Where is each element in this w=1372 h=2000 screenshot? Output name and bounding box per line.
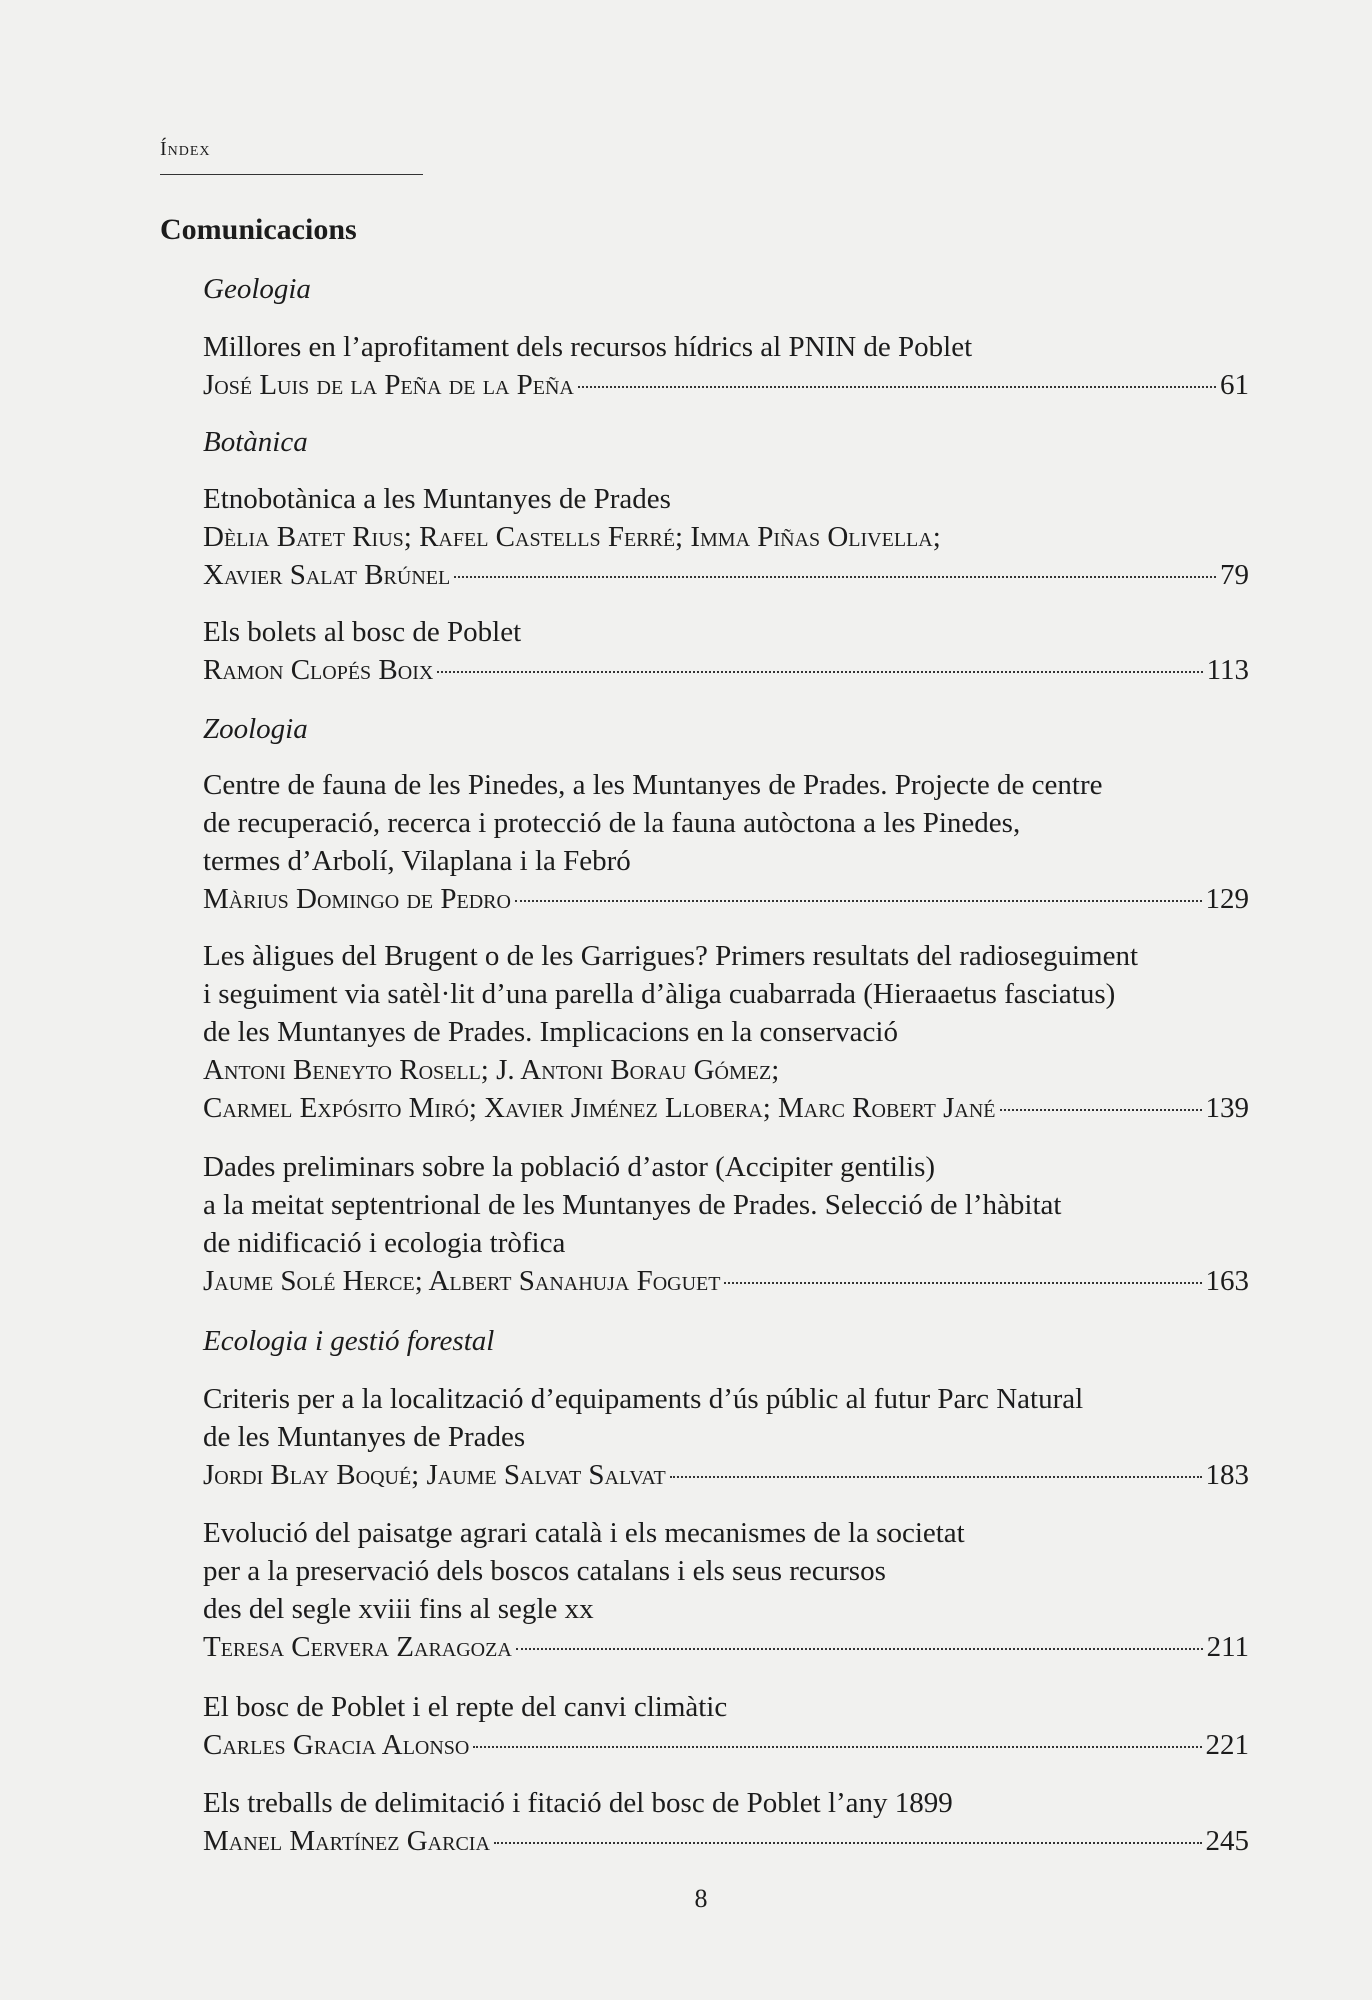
entry-title-line: El bosc de Poblet i el repte del canvi climàtic (203, 1691, 728, 1723)
entry-author-line: Dèlia Batet Rius; Rafel Castells Ferré; Imma Piñas Olivella; (203, 521, 941, 553)
section-title: Comunicacions (160, 213, 357, 246)
index-entry (203, 1380, 1249, 1494)
page-ref: 113 (1206, 654, 1249, 686)
entry-author-line (203, 880, 1249, 918)
page-number: 8 (694, 1884, 708, 1913)
index-entry (203, 1514, 1249, 1666)
entry-title-line: de les Muntanyes de Prades (203, 1421, 526, 1453)
dot-leader (724, 1281, 1201, 1284)
dot-leader (437, 670, 1202, 673)
page-ref: 183 (1205, 1459, 1249, 1491)
entry-title-line: a la meitat septentrional de les Muntanyes de Prades. Selecció de l’hàbitat (203, 1189, 1062, 1221)
entry-title-line: termes d’Arbolí, Vilaplana i la Febró (203, 845, 631, 877)
index-entry (203, 1148, 1249, 1300)
dot-leader (1000, 1108, 1202, 1111)
index-entry (203, 480, 1249, 594)
entry-author-line (203, 1628, 1249, 1666)
entry-author-line (203, 1822, 1249, 1860)
entry-author-line (203, 651, 1249, 689)
author-names: Xavier Salat Brúnel (203, 559, 451, 591)
entry-title-line: Els treballs de delimitació i fitació del bosc de Poblet l’any 1899 (203, 1787, 953, 1819)
dot-leader (494, 1841, 1202, 1844)
page-ref: 163 (1205, 1265, 1249, 1297)
author-names: José Luis de la Peña de la Peña (203, 369, 574, 401)
page-ref: 245 (1205, 1825, 1249, 1857)
index-entry (203, 1784, 1249, 1860)
author-names: Carles Gracia Alonso (203, 1729, 470, 1761)
author-names: Jordi Blay Boqué; Jaume Salvat Salvat (203, 1459, 666, 1491)
page-ref: 129 (1205, 883, 1249, 915)
subsection-title: Zoologia (203, 713, 308, 745)
page-ref: 211 (1206, 1631, 1249, 1663)
entry-author-line: Antoni Beneyto Rosell; J. Antoni Borau Gómez; (203, 1054, 780, 1086)
subsection-title: Botànica (203, 426, 308, 458)
page-ref: 139 (1205, 1092, 1249, 1124)
author-names: Ramon Clopés Boix (203, 654, 434, 686)
entry-author-line (203, 1726, 1249, 1764)
page-ref: 61 (1220, 369, 1249, 401)
entry-title-line: de nidificació i ecologia tròfica (203, 1227, 566, 1259)
author-names: Màrius Domingo de Pedro (203, 883, 511, 915)
page-ref: 79 (1220, 559, 1249, 591)
entry-author-line (203, 1089, 1249, 1127)
dot-leader (516, 1647, 1203, 1650)
entry-author-line (203, 366, 1249, 404)
index-entry (203, 766, 1249, 918)
page-ref: 221 (1205, 1729, 1249, 1761)
entry-title-line: i seguiment via satèl·lit d’una parella d’àliga cuabarrada (Hieraaetus fasciatus) (203, 978, 1116, 1010)
entry-title-line: Les àligues del Brugent o de les Garrigues? Primers resultats del radioseguiment (203, 940, 1138, 972)
entry-title-line: Criteris per a la localització d’equipaments d’ús públic al futur Parc Natural (203, 1383, 1084, 1415)
dot-leader (578, 385, 1216, 388)
entry-title-line: Dades preliminars sobre la població d’astor (Accipiter gentilis) (203, 1151, 936, 1183)
entry-title-line: des del segle xviii fins al segle xx (203, 1593, 594, 1625)
index-entry (203, 613, 1249, 689)
entry-author-line (203, 1262, 1249, 1300)
dot-leader (515, 899, 1202, 902)
entry-title-line: Centre de fauna de les Pinedes, a les Muntanyes de Prades. Projecte de centre (203, 769, 1103, 801)
subsection-title: Geologia (203, 273, 311, 305)
author-names: Jaume Solé Herce; Albert Sanahuja Foguet (203, 1265, 721, 1297)
dot-leader (473, 1745, 1201, 1748)
entry-title-line: per a la preservació dels boscos catalans i els seus recursos (203, 1555, 886, 1587)
index-entry (203, 1688, 1249, 1764)
header-rule (160, 174, 423, 175)
index-entry (203, 937, 1249, 1127)
entry-title-line: Els bolets al bosc de Poblet (203, 616, 522, 648)
author-names: Manel Martínez Garcia (203, 1825, 490, 1857)
entry-title-line: de les Muntanyes de Prades. Implicacions en la conservació (203, 1016, 898, 1048)
entry-title-line: de recuperació, recerca i protecció de la fauna autòctona a les Pinedes, (203, 807, 1021, 839)
index-entry (203, 328, 1249, 404)
running-head: Índex (160, 138, 211, 160)
entry-title-line: Evolució del paisatge agrari català i els mecanismes de la societat (203, 1517, 965, 1549)
subsection-title: Ecologia i gestió forestal (203, 1325, 495, 1357)
dot-leader (454, 575, 1216, 578)
entry-title-line: Millores en l’aprofitament dels recursos hídrics al PNIN de Poblet (203, 331, 973, 363)
entry-author-line (203, 556, 1249, 594)
author-names: Teresa Cervera Zaragoza (203, 1631, 512, 1663)
author-names: Carmel Expósito Miró; Xavier Jiménez Llobera; Marc Robert Jané (203, 1092, 996, 1124)
dot-leader (670, 1475, 1202, 1478)
entry-author-line (203, 1456, 1249, 1494)
entry-title-line: Etnobotànica a les Muntanyes de Prades (203, 483, 671, 515)
